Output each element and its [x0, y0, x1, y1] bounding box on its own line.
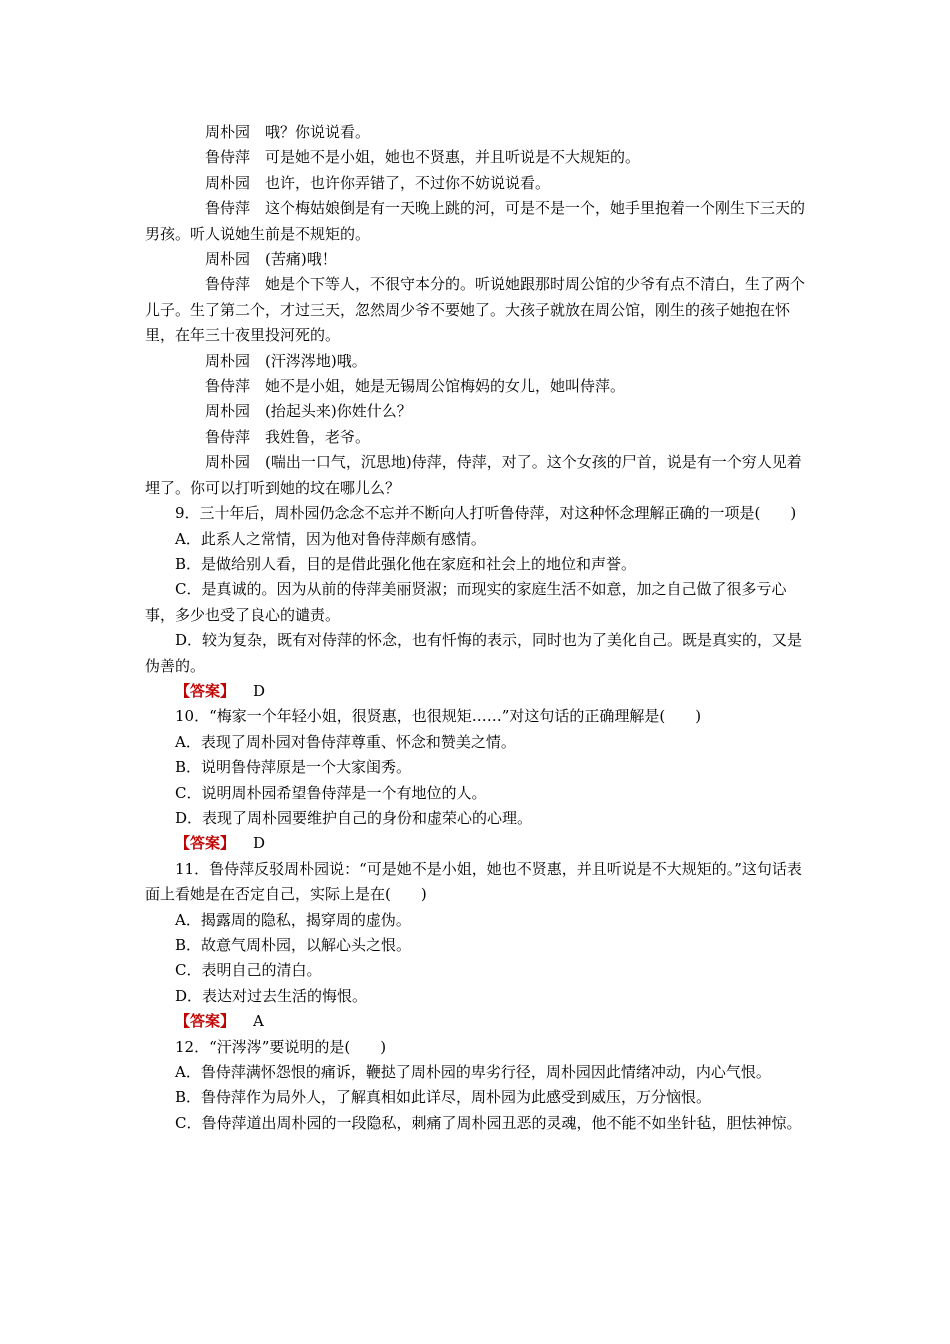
question-11	[145, 857, 807, 1035]
question-stem: 9．三十年后，周朴园仍念念不忘并不断向人打听鲁侍萍，对这种怀念理解正确的一项是( )	[175, 504, 797, 523]
answer-line	[145, 679, 807, 704]
document-body	[145, 120, 807, 1136]
option-a: A．此系人之常情，因为他对鲁侍萍颇有感情。	[175, 529, 486, 548]
question-10	[145, 704, 807, 856]
speaker: 鲁侍萍	[205, 199, 251, 218]
answer-label: 【答案】	[175, 681, 236, 700]
option-b: B．是做给别人看，目的是借此强化他在家庭和社会上的地位和声誉。	[175, 554, 637, 573]
speaker: 周朴园	[205, 123, 251, 141]
option-c: C．鲁侍萍道出周朴园的一段隐私，刺痛了周朴园丑恶的灵魂，他不能不如坐针毡，胆怯神惊。	[175, 1113, 802, 1132]
speaker: 周朴园	[205, 453, 251, 472]
option-a: A．鲁侍萍满怀怨恨的痛诉，鞭挞了周朴园的卑劣行径，周朴园因此情绪冲动，内心气恨。	[175, 1063, 771, 1082]
speaker: 周朴园	[205, 402, 251, 421]
dialogue-text: 我姓鲁，老爷。	[265, 427, 371, 446]
dialogue-line	[145, 120, 807, 145]
answer-line	[145, 1009, 807, 1034]
dialogue-text: 她不是小姐，她是无锡周公馆梅妈的女儿，她叫侍萍。	[265, 377, 626, 396]
speaker: 周朴园	[205, 250, 251, 269]
answer-line	[145, 831, 807, 856]
speaker: 鲁侍萍	[205, 427, 251, 446]
dialogue-section	[145, 120, 807, 501]
option-d: D．较为复杂，既有对侍萍的怀念，也有忏悔的表示，同时也为了美化自己。既是真实的，又是伪善的。	[145, 631, 803, 675]
option-d: D．表达对过去生活的悔恨。	[175, 986, 368, 1005]
dialogue-line	[145, 374, 807, 399]
dialogue-text: 这个梅姑娘倒是有一天晚上跳的河，可是不是一个，她手里抱着一个刚生下三天的男孩。听人说她生前是不规矩的。	[145, 199, 806, 243]
speaker: 周朴园	[205, 351, 251, 370]
speaker: 鲁侍萍	[205, 275, 251, 294]
dialogue-line	[145, 196, 807, 247]
question-9	[145, 501, 807, 704]
dialogue-text: 也许，也许你弄错了，不过你不妨说说看。	[265, 173, 551, 192]
dialogue-text: 可是她不是小姐，她也不贤惠，并且听说是不大规矩的。	[265, 148, 641, 167]
option-b: B．说明鲁侍萍原是一个大家闺秀。	[175, 758, 412, 777]
dialogue-line	[145, 450, 807, 501]
option-a: A．揭露周的隐私，揭穿周的虚伪。	[175, 910, 411, 929]
question-stem: 11．鲁侍萍反驳周朴园说：“可是她不是小姐，她也不贤惠，并且听说是不大规矩的。”这句话表面上看她是在否定自己，实际上是在( )	[145, 859, 802, 904]
option-d: D．表现了周朴园要维护自己的身份和虚荣心的心理。	[175, 808, 533, 827]
question-stem: 12．“汗涔涔”要说明的是( )	[175, 1037, 387, 1056]
dialogue-text: (喘出一口气，沉思地)侍萍，侍萍，对了。这个女孩的尸首，说是有一个穷人见着埋了。你可以打听到她的坟在哪儿么？	[145, 453, 802, 497]
option-a: A．表现了周朴园对鲁侍萍尊重、怀念和赞美之情。	[175, 732, 516, 751]
dialogue-line	[145, 247, 807, 272]
dialogue-line	[145, 349, 807, 374]
dialogue-line	[145, 272, 807, 348]
dialogue-line	[145, 425, 807, 450]
option-b: B．鲁侍萍作为局外人，了解真相如此详尽，周朴园为此感受到威压，万分恼恨。	[175, 1088, 712, 1107]
question-12	[145, 1035, 807, 1137]
dialogue-line	[145, 399, 807, 424]
dialogue-text: (汗涔涔地)哦。	[265, 351, 367, 370]
speaker: 鲁侍萍	[205, 377, 251, 396]
dialogue-line	[145, 171, 807, 196]
option-c: C．说明周朴园希望鲁侍萍是一个有地位的人。	[175, 783, 487, 802]
dialogue-text: (抬起头来)你姓什么？	[265, 402, 412, 421]
answer-label: 【答案】	[175, 1012, 236, 1031]
option-c: C．是真诚的。因为从前的侍萍美丽贤淑；而现实的家庭生活不如意，加之自己做了很多亏心事，多少也受了良心的谴责。	[145, 580, 787, 624]
dialogue-text: 她是个下等人，不很守本分的。听说她跟那时周公馆的少爷有点不清白，生了两个儿子。生了第二个，才过三天，忽然周少爷不要她了。大孩子就放在周公馆，刚生的孩子她抱在怀里，在年三十夜里投河死的。	[145, 275, 806, 345]
answer-label: 【答案】	[175, 834, 236, 853]
dialogue-text: (苦痛)哦！	[265, 250, 337, 269]
dialogue-text: 哦？你说说看。	[265, 123, 371, 141]
speaker: 鲁侍萍	[205, 148, 251, 167]
answer-value: A	[253, 1012, 264, 1031]
question-stem: 10．“梅家一个年轻小姐，很贤惠，也很规矩……”对这句话的正确理解是( )	[175, 707, 702, 726]
dialogue-line	[145, 145, 807, 170]
answer-value: D	[253, 681, 266, 700]
option-c: C．表明自己的清白。	[175, 961, 322, 980]
option-b: B．故意气周朴园，以解心头之恨。	[175, 936, 412, 954]
answer-value: D	[253, 834, 266, 853]
speaker: 周朴园	[205, 173, 251, 192]
